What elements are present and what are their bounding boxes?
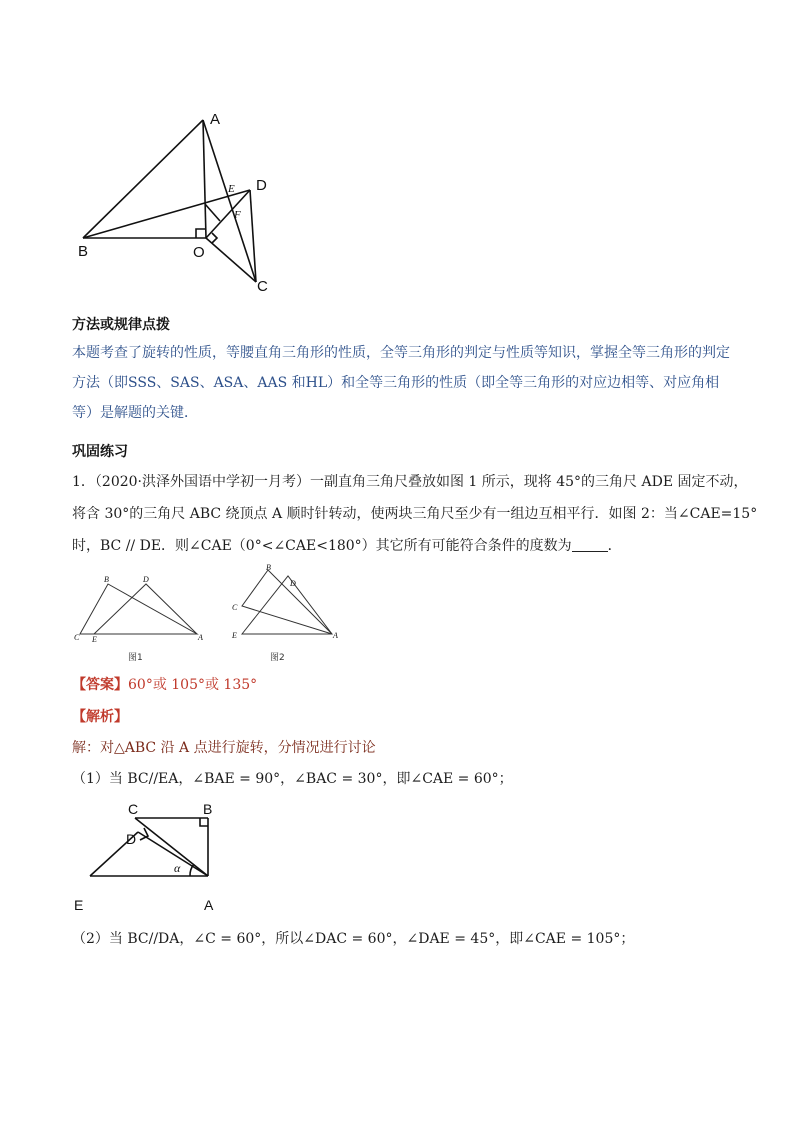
analysis-intro: 解：对△ABC 沿 A 点进行旋转，分情况进行讨论 bbox=[72, 740, 376, 756]
fig1-label-E: E bbox=[92, 635, 97, 644]
fig2-triangle-ADE bbox=[242, 576, 332, 634]
fig2-triangle-ABC bbox=[242, 570, 332, 634]
fig1-label-D: D bbox=[143, 575, 149, 584]
analysis-tag: 【解析】 bbox=[72, 709, 128, 725]
method-heading: 方法或规律点拨 bbox=[72, 317, 170, 333]
label-A: A bbox=[210, 111, 221, 128]
fig3-label-A: A bbox=[204, 897, 214, 913]
practice-heading: 巩固练习 bbox=[72, 444, 128, 460]
answer-tag: 【答案】 bbox=[72, 677, 128, 693]
label-F: F bbox=[234, 209, 241, 221]
label-E: E bbox=[228, 183, 235, 195]
small-figure-2 bbox=[228, 562, 358, 666]
label-O: O bbox=[193, 244, 205, 261]
question-line-3-end: ． bbox=[607, 538, 622, 554]
fig3-label-B: B bbox=[203, 801, 213, 817]
answer-blank bbox=[572, 537, 608, 552]
label-B: B bbox=[78, 243, 89, 260]
fig1-triangle-ADE bbox=[94, 584, 197, 634]
fig1-label-C: C bbox=[74, 633, 80, 642]
segment-DA bbox=[138, 832, 208, 876]
fig3-label-alpha: α bbox=[174, 861, 181, 875]
fig2-label-E: E bbox=[232, 631, 237, 640]
fig3-label-C: C bbox=[128, 801, 139, 817]
fig1-label-B: B bbox=[104, 575, 109, 584]
main-geometry-figure bbox=[60, 100, 300, 300]
fig2-label-C: C bbox=[232, 603, 238, 612]
right-angle-mark-O bbox=[196, 229, 205, 238]
question-line-3-text: 时，BC // DE．则∠CAE（0°<∠CAE<180°）其它所有可能符合条件的度数为 bbox=[72, 538, 572, 554]
fig3-label-D: D bbox=[126, 831, 137, 847]
main-geometry-svg bbox=[60, 100, 300, 300]
fig2-label-B: B bbox=[266, 563, 271, 572]
fig3-label-E: E bbox=[74, 897, 84, 913]
right-angle-mark-B bbox=[200, 818, 208, 826]
question-line-2: 将含 30°的三角尺 ABC 绕顶点 A 顺时针转动，使两块三角尺至少有一组边互相平行．如图 2：当∠CAE=15° bbox=[72, 506, 758, 522]
fig1-caption: 图1 bbox=[128, 653, 143, 663]
segment-AO bbox=[203, 120, 206, 238]
answer-value: 60°或 105°或 135° bbox=[128, 677, 258, 693]
question-line-3 bbox=[72, 534, 622, 558]
fig2-caption: 图2 bbox=[270, 653, 285, 663]
question-line-1: 1．（2020·洪泽外国语中学初一月考）一副直角三角尺叠放如图 1 所示，现将 45°的三角尺 ADE 固定不动， bbox=[72, 474, 748, 490]
segment-EF bbox=[205, 204, 220, 221]
fig2-label-A: A bbox=[333, 631, 338, 640]
right-angle-mark-F bbox=[212, 233, 217, 243]
analysis-case-2: （2）当 BC//DA，∠C = 60°，所以∠DAC = 60°，∠DAE = 45°，即∠CAE = 105°； bbox=[72, 931, 635, 947]
small-figure-1 bbox=[70, 568, 210, 666]
label-D: D bbox=[256, 177, 267, 194]
analysis-case-1: （1）当 BC//EA，∠BAE = 90°，∠BAC = 30°，即∠CAE = 60°； bbox=[72, 771, 513, 787]
answer-row bbox=[72, 673, 257, 697]
case1-figure bbox=[70, 798, 230, 918]
fig1-label-A: A bbox=[198, 633, 203, 642]
label-C: C bbox=[257, 278, 268, 295]
fig2-label-D: D bbox=[290, 579, 296, 588]
method-text: 本题考查了旋转的性质，等腰直角三角形的性质，全等三角形的判定与性质等知识，掌握全等三角形的判定方法（即SSS、SAS、ASA、AAS 和HL）和全等三角形的性质（即全等三角形的对应边相等、对应角相等）是解题的关键． bbox=[72, 345, 730, 421]
segment-CA bbox=[135, 818, 208, 876]
